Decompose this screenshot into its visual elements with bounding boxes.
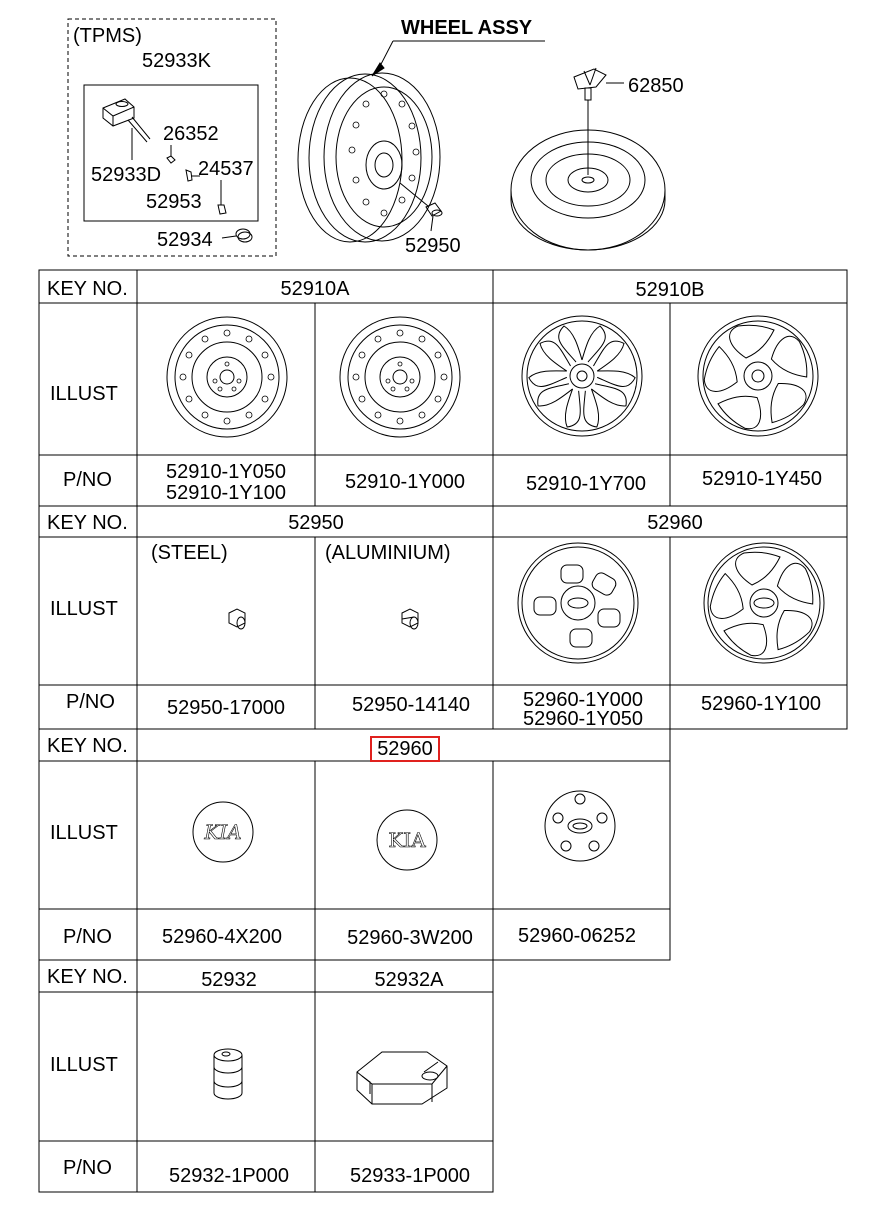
row-label-pno: P/NO xyxy=(63,1157,112,1179)
alloy-wheel-icon xyxy=(698,316,818,436)
key-number: 52960 xyxy=(647,512,703,534)
part-number: 52960-1Y000 xyxy=(522,689,644,711)
key-number: 52932A xyxy=(374,969,444,991)
callout-52934: 52934 xyxy=(157,229,213,251)
row-label-key-no: KEY NO. xyxy=(47,512,128,534)
part-number: 52910-1Y700 xyxy=(525,473,647,495)
part-number: 52933-1P000 xyxy=(349,1165,471,1187)
wheel-cover-icon xyxy=(704,543,824,663)
key-number: 52932 xyxy=(201,969,257,991)
tpms-module-icon xyxy=(214,1049,242,1099)
row-label-pno: P/NO xyxy=(63,926,112,948)
alloy-wheel-icon xyxy=(522,316,642,436)
steel-wheel-assy-icon xyxy=(298,73,440,242)
tpms-sensor-icon xyxy=(103,99,150,160)
key-number: 52910B xyxy=(635,279,705,301)
aluminium-lug-nut-icon xyxy=(402,609,418,629)
row-label-illust: ILLUST xyxy=(50,383,118,405)
part-number: 52950-17000 xyxy=(167,697,285,719)
key-number: 52950 xyxy=(288,512,344,534)
row-label-illust: ILLUST xyxy=(50,1054,118,1076)
part-number: 52950-14140 xyxy=(352,694,470,716)
row-label-pno: P/NO xyxy=(63,469,112,491)
part-number: 52932-1P000 xyxy=(168,1165,290,1187)
kia-emblem-cap-icon xyxy=(377,810,437,870)
svg-text:KIA: KIA xyxy=(388,828,426,852)
row-label-key-no: KEY NO. xyxy=(47,735,128,757)
steel-wheel-icon xyxy=(340,317,460,437)
part-number: 52960-1Y100 xyxy=(700,693,822,715)
callout-26352: 26352 xyxy=(163,123,219,145)
part-number: 52910-1Y050 xyxy=(165,461,287,483)
row-label-key-no: KEY NO. xyxy=(47,966,128,988)
nut-icon xyxy=(218,180,226,214)
row-label-illust: ILLUST xyxy=(50,822,118,844)
material-label-steel: (STEEL) xyxy=(151,542,228,564)
tpms-label: (TPMS) xyxy=(73,25,142,47)
row-label-key-no: KEY NO. xyxy=(47,278,128,300)
key-number-highlighted[interactable]: 52960 xyxy=(377,738,433,760)
material-label-aluminium: (ALUMINIUM) xyxy=(325,542,451,564)
part-number: 52960-4X200 xyxy=(161,926,283,948)
hold-down-bolt-icon xyxy=(574,68,624,175)
part-number: 52960-06252 xyxy=(518,925,636,947)
part-number: 52910-1Y100 xyxy=(165,482,287,504)
callout-52933d: 52933D xyxy=(91,164,162,186)
table-grid xyxy=(39,270,847,1192)
steel-wheel-icon xyxy=(167,317,287,437)
valve-core-icon xyxy=(167,145,175,163)
key-number: 52910A xyxy=(280,278,350,300)
wheel-cover-icon xyxy=(518,543,638,663)
part-number: 52960-1Y050 xyxy=(522,708,644,730)
callout-52953: 52953 xyxy=(146,191,202,213)
tpms-sensor-kit-icon xyxy=(357,1052,447,1104)
kia-emblem-cap-icon xyxy=(193,802,253,862)
part-number: 52960-3W200 xyxy=(347,927,473,949)
steel-lug-nut-icon xyxy=(229,609,245,629)
center-cap-icon xyxy=(545,791,615,861)
callout-52950: 52950 xyxy=(405,235,461,257)
callout-24537: 24537 xyxy=(198,158,254,180)
callout-62850: 62850 xyxy=(628,75,684,97)
wheel-assy-label: WHEEL ASSY xyxy=(401,17,533,39)
part-number: 52910-1Y000 xyxy=(344,471,466,493)
part-number: 52910-1Y450 xyxy=(701,468,823,490)
tpms-washer-icon xyxy=(222,229,252,242)
tpms-kit-number: 52933K xyxy=(142,50,211,72)
row-label-pno: P/NO xyxy=(66,691,115,713)
svg-text:KIA: KIA xyxy=(204,820,242,844)
row-label-illust: ILLUST xyxy=(50,598,118,620)
